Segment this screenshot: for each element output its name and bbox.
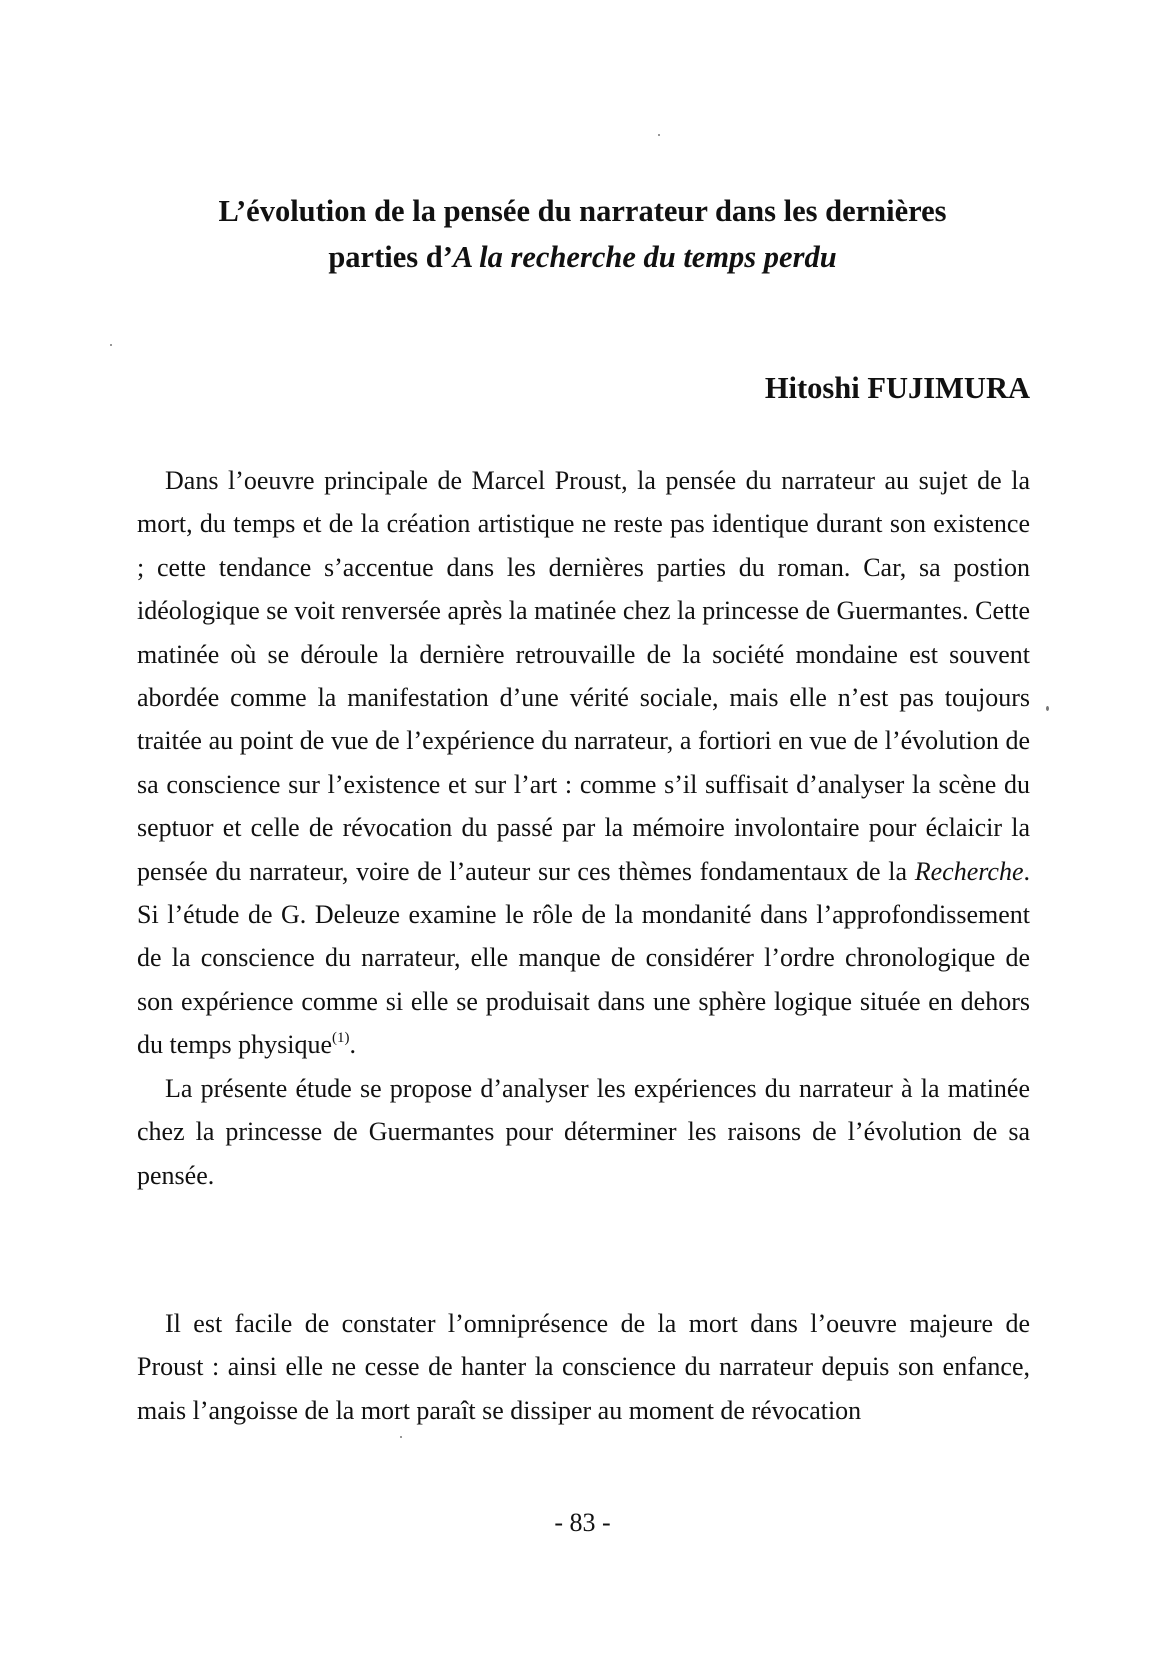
page-number: - 83 - — [554, 1508, 611, 1537]
body-text-section-2 — [137, 1302, 1030, 1432]
paragraph-3: Il est facile de constater l’omniprésence de la mort dans l’oeuvre majeure de Proust : ainsi elle ne cesse de hanter la conscience du narrateur depuis son enfance, mais l’angoisse de la mort paraît se dissiper au moment de révocation — [137, 1309, 1030, 1425]
title-line-2-prefix: parties d’ — [328, 240, 453, 274]
title-line-1: L’évolution de la pensée du narrateur dans les dernières — [218, 194, 947, 228]
paragraph-1-italic-title: Recherche — [914, 856, 1024, 886]
title-line-2-italic: A la recherche du temps perdu — [452, 240, 837, 274]
scan-speck — [110, 344, 112, 346]
paragraph-1-text-b: . Si l’étude de G. Deleuze examine le rôle de la mondanité dans l’approfondissement de la conscience du narrateur, elle manque de considérer l’ordre chronologique de son expérience comme si elle se produisait dans une sphère logique située en dehors du temps physique — [137, 856, 1030, 1060]
paragraph-2: La présente étude se propose d’analyser les expériences du narrateur à la matinée chez la princesse de Guermantes pour déterminer les raisons de l’évolution de sa pensée. — [137, 1073, 1030, 1190]
scan-speck — [1046, 706, 1049, 711]
scan-speck — [658, 134, 660, 136]
body-text-section-1 — [137, 459, 1030, 1197]
footnote-marker: (1) — [332, 1030, 350, 1047]
scan-speck — [400, 1436, 402, 1438]
paragraph-1-end: . — [349, 1030, 356, 1060]
paragraph-1-text-a: Dans l’oeuvre principale de Marcel Proust, la pensée du narrateur au sujet de la mort, du temps et de la création artistique ne reste pas identique durant son existence ; cette tendance s’accentue dans les dernières parties du roman. Car, sa postion idéologique se voit renversée après la matinée chez la princesse de Guermantes. Cette matinée où se déroule la dernière retrouvaille de la société mondaine est souvent abordée comme la manifestation d’une vérité sociale, mais elle n’est pas toujours traitée au point de vue de l’expérience du narrateur, a fortiori en vue de l’évolution de sa conscience sur l’existence et sur l’art : comme s’il suffisait d’analyser la scène du septuor et celle de révocation du passé par la mémoire involontaire pour éclaicir la pensée du narrateur, voire de l’auteur sur ces thèmes fondamentaux de la — [137, 466, 1031, 886]
article-title — [100, 188, 1065, 280]
author-name: Hitoshi FUJIMURA — [764, 371, 1030, 405]
paragraph-1 — [137, 459, 1030, 1067]
